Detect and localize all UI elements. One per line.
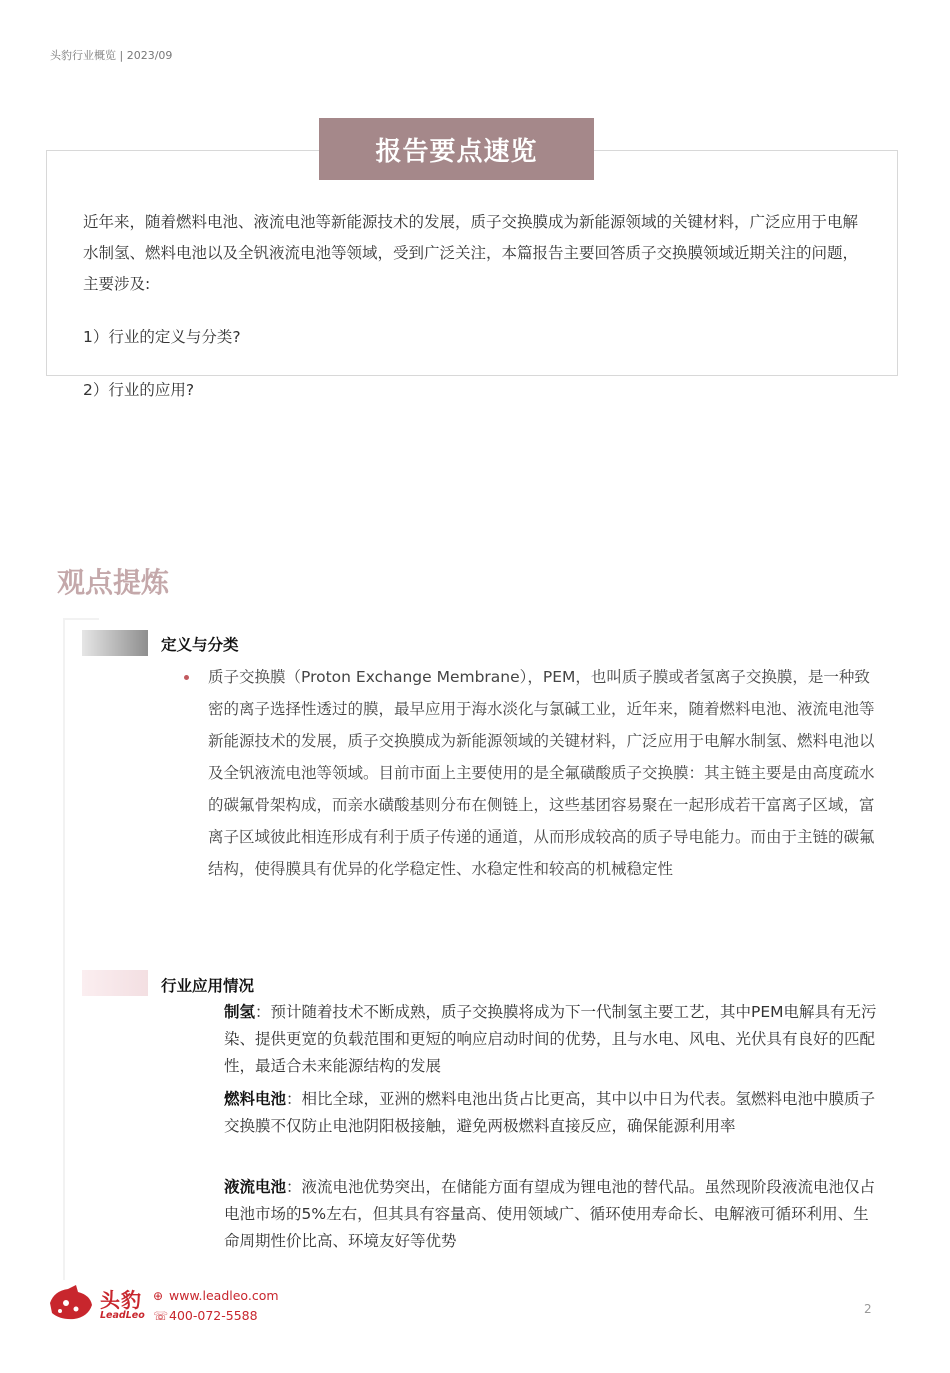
definition-heading: 定义与分类 bbox=[161, 636, 239, 654]
phone-text: 400-072-5588 bbox=[169, 1308, 258, 1323]
application-flow-battery bbox=[224, 1174, 884, 1255]
leopard-logo-icon bbox=[46, 1283, 96, 1327]
viewpoints-title: 观点提炼 bbox=[57, 566, 170, 599]
phone-icon: ☏ bbox=[153, 1309, 169, 1323]
header-meta: 头豹行业概览 | 2023/09 bbox=[50, 49, 173, 62]
application-label: 燃料电池 bbox=[224, 1090, 287, 1108]
application-hydrogen bbox=[224, 999, 884, 1080]
definition-text: 质子交换膜（Proton Exchange Membrane），PEM，也叫质子膜或者氢离子交换膜，是一种致密的离子选择性透过的膜，最早应用于海水淡化与氯碱工业，近年来，随着燃料电池、液流电池等新能源技术的发展，质子交换膜成为新能源领域的关键材料，广泛应用于电解水制氢、燃料电池以及全钒液流电池等领域。目前市面上主要使用的是全氟磺酸质子交换膜：其主链主要是由高度疏水的碳氟骨架构成，而亲水磺酸基则分布在侧链上，这些基团容易聚在一起形成若干富离子区域，富离子区域彼此相连形成有利于质子传递的通道，从而形成较高的质子导电能力。而由于主链的碳氟结构，使得膜具有优异的化学稳定性、水稳定性和较高的机械稳定性 bbox=[208, 668, 875, 878]
section-guide-line bbox=[63, 618, 99, 1280]
website-link[interactable] bbox=[153, 1288, 279, 1303]
phone-contact bbox=[153, 1308, 258, 1323]
summary-title: 报告要点速览 bbox=[319, 118, 594, 180]
application-text: ：相比全球，亚洲的燃料电池出货占比更高，其中以中日为代表。氢燃料电池中膜质子交换膜不仅防止电池阴阳极接触，避免两极燃料直接反应，确保能源利用率 bbox=[224, 1090, 876, 1135]
applications-marker-bar bbox=[82, 970, 148, 996]
summary-question-1: 1）行业的定义与分类? bbox=[83, 328, 241, 346]
application-label: 液流电池 bbox=[224, 1178, 287, 1196]
application-fuel-cell bbox=[224, 1086, 884, 1140]
bullet-dot-icon bbox=[184, 675, 189, 680]
application-text: ：预计随着技术不断成熟，质子交换膜将成为下一代制氢主要工艺，其中PEM电解具有无污染、提供更宽的负载范围和更短的响应启动时间的优势，且与水电、风电、光伏具有良好的匹配性，最适合未来能源结构的发展 bbox=[224, 1003, 877, 1075]
brand-name-cn: 头豹 bbox=[100, 1288, 142, 1312]
brand-name-en: LeadLeo bbox=[100, 1310, 145, 1321]
application-text: ：液流电池优势突出，在储能方面有望成为锂电池的替代品。虽然现阶段液流电池仅占电池市场的5%左右，但其具有容量高、使用领域广、循环使用寿命长、电解液可循环利用、生命周期性价比高、环境友好等优势 bbox=[224, 1178, 876, 1250]
application-label: 制氢 bbox=[224, 1003, 256, 1021]
page-number: 2 bbox=[864, 1302, 872, 1316]
summary-question-2: 2）行业的应用? bbox=[83, 381, 195, 399]
globe-icon: ⊕ bbox=[153, 1289, 164, 1303]
applications-heading: 行业应用情况 bbox=[161, 977, 255, 995]
summary-intro: 近年来，随着燃料电池、液流电池等新能源技术的发展，质子交换膜成为新能源领域的关键材料，广泛应用于电解水制氢、燃料电池以及全钒液流电池等领域，受到广泛关注，本篇报告主要回答质子交换膜领域近期关注的问题，主要涉及: bbox=[83, 213, 859, 293]
website-text: www.leadleo.com bbox=[169, 1288, 279, 1303]
definition-marker-bar bbox=[82, 630, 148, 656]
